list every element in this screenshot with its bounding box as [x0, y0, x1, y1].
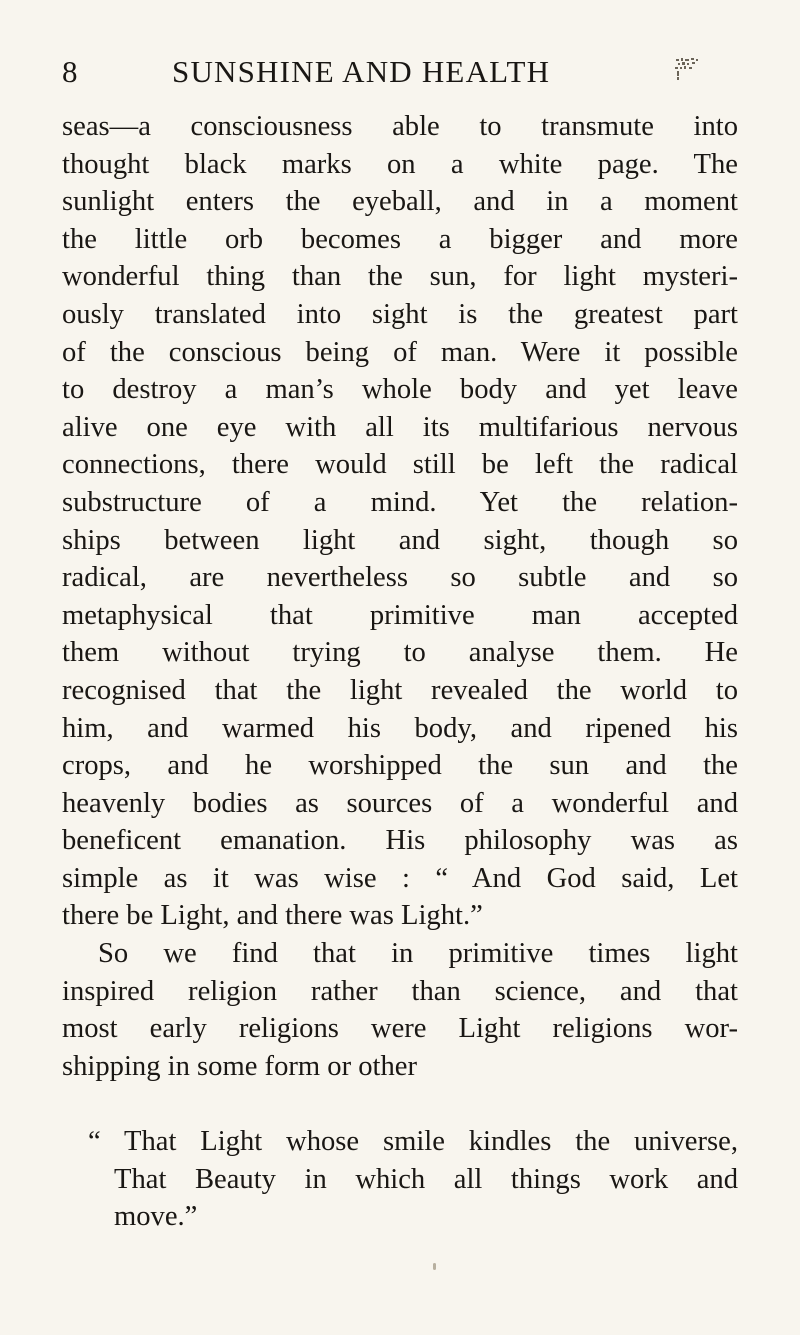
- text-line: beneficent emanation. His philosophy was as: [62, 825, 738, 857]
- text-line: recognised that the light revealed the world to: [62, 674, 738, 706]
- text-line: sunlight enters the eyeball, and in a moment: [62, 186, 738, 218]
- paper-speck: [433, 1263, 436, 1270]
- quote-line: “ That Light whose smile kindles the universe,: [88, 1126, 738, 1157]
- paragraph-start-line: So we find that in primitive times light: [98, 938, 738, 970]
- text-line: of the conscious being of man. Were it possible: [62, 336, 738, 368]
- text-line: most early religions were Light religions wor-: [62, 1013, 738, 1045]
- verse-quotation: [88, 1123, 738, 1236]
- text-line: the little orb becomes a bigger and more: [62, 223, 738, 255]
- body-text: [62, 108, 738, 1085]
- quote-line: That Beauty in which all things work and: [114, 1163, 738, 1195]
- page-number: 8: [62, 54, 78, 89]
- text-line: alive one eye with all its multifarious nervous: [62, 411, 738, 443]
- text-line: ously translated into sight is the greatest part: [62, 298, 738, 330]
- text-line: seas—a consciousness able to transmute into: [62, 111, 738, 142]
- text-line: simple as it was wise : “ And God said, Let: [62, 862, 738, 894]
- printer-ornament-icon: [668, 56, 708, 82]
- text-line: connections, there would still be left the radical: [62, 449, 738, 481]
- text-line: shipping in some form or other: [62, 1050, 417, 1082]
- text-line: thought black marks on a white page. The: [62, 148, 738, 180]
- text-line: substructure of a mind. Yet the relation-: [62, 486, 738, 518]
- page-header: [62, 52, 712, 92]
- text-line: them without trying to analyse them. He: [62, 637, 738, 669]
- text-line: radical, are nevertheless so subtle and so: [62, 562, 738, 594]
- text-line: crops, and he worshipped the sun and the: [62, 750, 738, 782]
- text-line: to destroy a man’s whole body and yet leave: [62, 374, 738, 406]
- text-line: ships between light and sight, though so: [62, 524, 738, 556]
- text-line: him, and warmed his body, and ripened his: [62, 712, 738, 744]
- quote-line: move.”: [114, 1201, 198, 1233]
- text-line: metaphysical that primitive man accepted: [62, 599, 738, 631]
- text-line: inspired religion rather than science, and that: [62, 975, 738, 1007]
- text-line: there be Light, and there was Light.”: [62, 900, 483, 932]
- text-line: heavenly bodies as sources of a wonderful and: [62, 787, 738, 819]
- running-head: SUNSHINE AND HEALTH: [172, 54, 551, 89]
- text-line: wonderful thing than the sun, for light mysteri-: [62, 261, 738, 293]
